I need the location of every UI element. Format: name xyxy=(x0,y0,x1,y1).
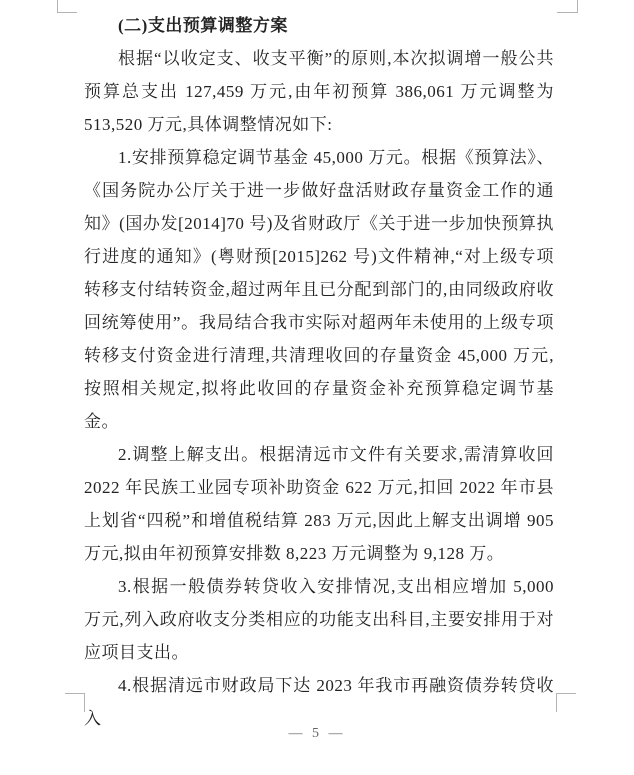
paragraph-item-2: 2.调整上解支出。根据清远市文件有关要求,需清算收回 2022 年民族工业园专项补助资金 622 万元,扣回 2022 年市县上划省“四税”和增值税结算 283 万元,因此上解支出调增 905 万元,拟由年初预算安排数 8,223 万元调整为 9,128 万。 xyxy=(84,445,554,563)
crop-mark-bottom-right xyxy=(556,693,576,712)
paragraph-item-1: 1.安排预算稳定调节基金 45,000 万元。根据《预算法》、《国务院办公厅关于进一步做好盘活财政存量资金工作的通知》(国办发[2014]70 号)及省财政厅《关于进一步加快预算执行进度的通知》(粤财预[2015]262 号)文件精神,“对上级专项转移支付结转资金,超过两年且已分配到部门的,由同级政府收回统筹使用”。我局结合我市实际对超两年未使用的上级专项转移支付资金进行清理,共清理收回的存量资金 45,000 万元,按照相关规定,拟将此收回的存量资金补充预算稳定调节基金。 xyxy=(84,148,554,431)
paragraph-overview: 根据“以收定支、收支平衡”的原则,本次拟调增一般公共预算总支出 127,459 万元,由年初预算 386,061 万元调整为 513,520 万元,具体调整情况如下: xyxy=(84,49,554,134)
page-number: — 5 — xyxy=(288,726,346,741)
crop-mark-bottom-left xyxy=(65,693,85,712)
section-heading: (二)支出预算调整方案 xyxy=(118,16,288,35)
crop-mark-top-right xyxy=(557,0,578,13)
crop-mark-top-left xyxy=(57,0,77,13)
paragraph-item-3: 3.根据一般债券转贷收入安排情况,支出相应增加 5,000 万元,列入政府收支分类相应的功能支出科目,主要安排用于对应项目支出。 xyxy=(84,577,554,662)
paragraph-item-4: 4.根据清远市财政局下达 2023 年我市再融资债券转贷收入 xyxy=(84,676,554,728)
document-text-area xyxy=(84,9,554,735)
